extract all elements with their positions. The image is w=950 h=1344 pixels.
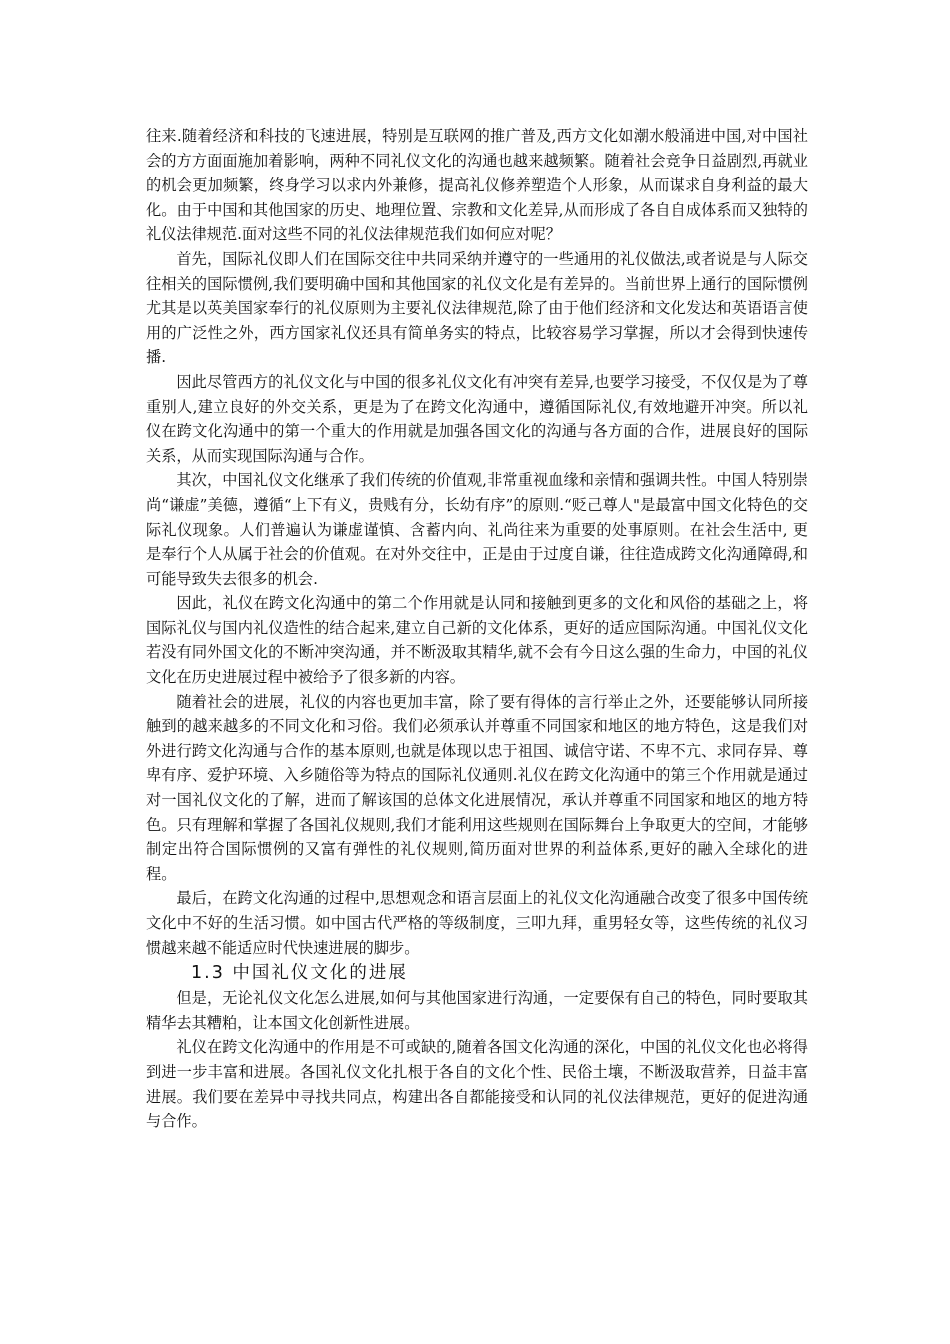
paragraph-conclusion: 礼仪在跨文化沟通中的作用是不可或缺的,随着各国文化沟通的深化，中国的礼仪文化也必将得到进一步丰富和进展。各国礼仪文化扎根于各自的文化个性、民俗土壤，不断汲取营养，日益丰富进展。我们要在差异中寻找共同点，构建出各自都能接受和认同的礼仪法律规范，更好的促进沟通与合作。 bbox=[146, 1038, 808, 1131]
document-page bbox=[146, 124, 808, 1134]
paragraph-finally: 最后，在跨文化沟通的过程中,思想观念和语言层面上的礼仪文化沟通融合改变了很多中国传统文化中不好的生活习惯。如中国古代严格的等级制度，三叩九拜，重男轻女等，这些传统的礼仪习惯越来越不能适应时代快速进展的脚步。 bbox=[146, 889, 808, 957]
paragraph-first-role: 因此尽管西方的礼仪文化与中国的很多礼仪文化有冲突有差异,也要学习接受，不仅仅是为了尊重别人,建立良好的外交关系，更是为了在跨文化沟通中，遵循国际礼仪,有效地避开冲突。所以礼仪在跨文化沟通中的第一个重大的作用就是加强各国文化的沟通与各方面的合作，进展良好的国际关系，从而实现国际沟通与合作。 bbox=[146, 372, 808, 465]
paragraph-first-point: 首先，国际礼仪即人们在国际交往中共同采纳并遵守的一些通用的礼仪做法,或者说是与人际交往相关的国际惯例,我们要明确中国和其他国家的礼仪文化是有差异的。当前世界上通行的国际惯例尤其是以英美国家奉行的礼仪原则为主要礼仪法律规范,除了由于他们经济和文化发达和英语语言使用的广泛性之外，西方国家礼仪还具有简单务实的特点，比较容易学习掌握，所以才会得到快速传播. bbox=[146, 249, 808, 367]
paragraph-intro-continued: 往来.随着经济和科技的飞速进展，特别是互联网的推广普及,西方文化如潮水般涌进中国,对中国社会的方方面面施加着影响，两种不同礼仪文化的沟通也越来越频繁。随着社会竞争日益剧烈,再就业的机会更加频繁，终身学习以求内外兼修，提高礼仪修养塑造个人形象，从而谋求自身利益的最大化。由于中国和其他国家的历史、地理位置、宗教和文化差异,从而形成了各自自成体系而又独特的礼仪法律规范.面对这些不同的礼仪法律规范我们如何应对呢？ bbox=[146, 127, 808, 244]
paragraph-second-point: 其次，中国礼仪文化继承了我们传统的价值观,非常重视血缘和亲情和强调共性。中国人特别崇尚“谦虚”美德，遵循“上下有义，贵贱有分，长幼有序”的原则.“贬己尊人"是最富中国文化特色的交际礼仪现象。人们普遍认为谦虚谨慎、含蓄内向、礼尚往来为重要的处事原则。在社会生活中, 更是奉行个人从属于社会的价值观。在对外交往中，正是由于过度自谦，往往造成跨文化沟通障碍,和可能导致失去很多的机会. bbox=[146, 471, 808, 588]
paragraph-third-role: 随着社会的进展，礼仪的内容也更加丰富，除了要有得体的言行举止之外，还要能够认同所接触到的越来越多的不同文化和习俗。我们必须承认并尊重不同国家和地区的地方特色，这是我们对外进行跨文化沟通与合作的基本原则,也就是体现以忠于祖国、诚信守诺、不卑不亢、求同存异、尊卑有序、爱护环境、入乡随俗等为特点的国际礼仪通则.礼仪在跨文化沟通中的第三个作用就是通过对一国礼仪文化的了解，进而了解该国的总体文化进展情况，承认并尊重不同国家和地区的地方特色。只有理解和掌握了各国礼仪规则,我们才能利用这些规则在国际舞台上争取更大的空间，才能够制定出符合国际惯例的又富有弹性的礼仪规则,简历面对世界的利益体系,更好的融入全球化的进程。 bbox=[146, 692, 808, 883]
paragraph-second-role: 因此，礼仪在跨文化沟通中的第二个作用就是认同和接触到更多的文化和风俗的基础之上，将国际礼仪与国内礼仪造性的结合起来,建立自己新的文化体系，更好的适应国际沟通。中国礼仪文化若没有同外国文化的不断冲突沟通，并不断汲取其精华,就不会有今日这么强的生命力，中国的礼仪文化在历史进展过程中被给予了很多新的内容。 bbox=[146, 594, 808, 687]
paragraph-however: 但是，无论礼仪文化怎么进展,如何与其他国家进行沟通，一定要保有自己的特色，同时要取其精华去其糟粕，让本国文化创新性进展。 bbox=[146, 989, 808, 1032]
section-heading: 1.3 中国礼仪文化的进展 bbox=[191, 963, 408, 984]
